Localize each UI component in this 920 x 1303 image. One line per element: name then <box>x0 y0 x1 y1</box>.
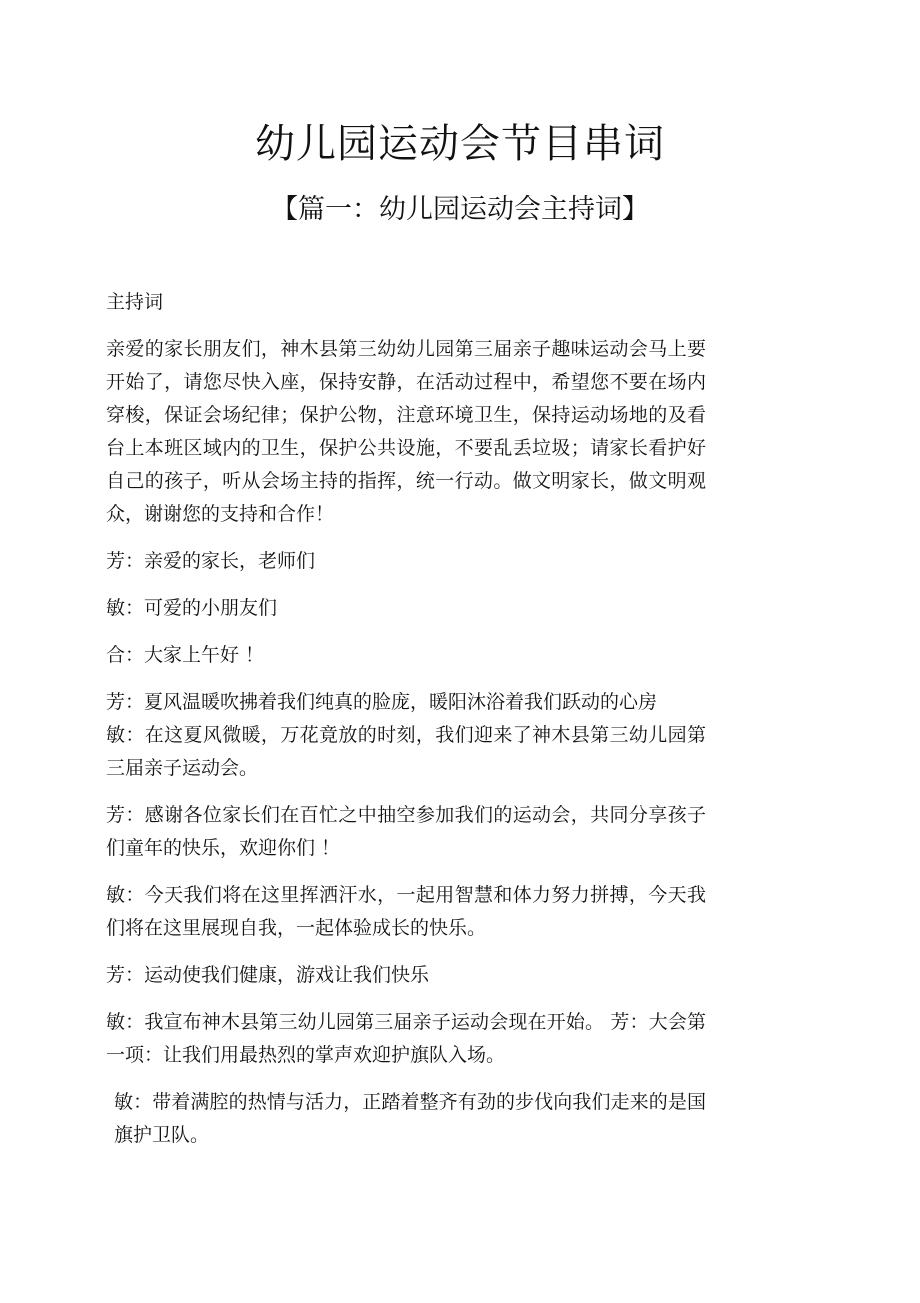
paragraph: 敏：在这夏风微暖，万花竟放的时刻，我们迎来了神木县第三幼儿园第三届亲子运动会。 <box>106 724 706 779</box>
paragraph: 芳：运动使我们健康，游戏让我们快乐 <box>106 964 430 986</box>
document-subtitle: 【篇一：幼儿园运动会主持词】 <box>271 194 649 225</box>
paragraph: 敏：带着满腔的热情与活力，正踏着整齐有劲的步伐向我们走来的是国旗护卫队。 <box>114 1091 706 1146</box>
paragraph: 敏：我宣布神木县第三幼儿园第三届亲子运动会现在开始。 芳：大会第一项：让我们用最热烈的掌声欢迎护旗队入场。 <box>106 1011 706 1066</box>
paragraph: 合：大家上午好 ！ <box>106 644 265 666</box>
document-body <box>106 286 706 1166</box>
paragraph: 芳：夏风温暖吹拂着我们纯真的脸庞，暖阳沐浴着我们跃动的心房 <box>106 691 658 713</box>
paragraph: 敏：可爱的小朋友们 <box>106 597 278 619</box>
paragraph-heading: 主持词 <box>106 291 164 313</box>
paragraph: 芳：亲爱的家长，老师们 <box>106 550 316 572</box>
paragraph: 芳：感谢各位家长们在百忙之中抽空参加我们的运动会，共同分享孩子们童年的快乐，欢迎你们 ！ <box>106 804 706 859</box>
paragraph: 敏：今天我们将在这里挥洒汗水，一起用智慧和体力努力拼搏，今天我们将在这里展现自我，一起体验成长的快乐。 <box>106 884 706 939</box>
paragraph: 亲爱的家长朋友们，神木县第三幼幼儿园第三届亲子趣味运动会马上要开始了，请您尽快入座，保持安静，在活动过程中，希望您不要在场内穿梭，保证会场纪律；保护公物，注意环境卫生，保持运动场地的及看台上本班区域内的卫生，保护公共设施，不要乱丢垃圾；请家长看护好自己的孩子，听从会场主持的指挥，统一行动。做文明家长，做文明观众，谢谢您的支持和合作！ <box>106 338 706 525</box>
document-title: 幼儿园运动会节目串词 <box>255 121 665 167</box>
